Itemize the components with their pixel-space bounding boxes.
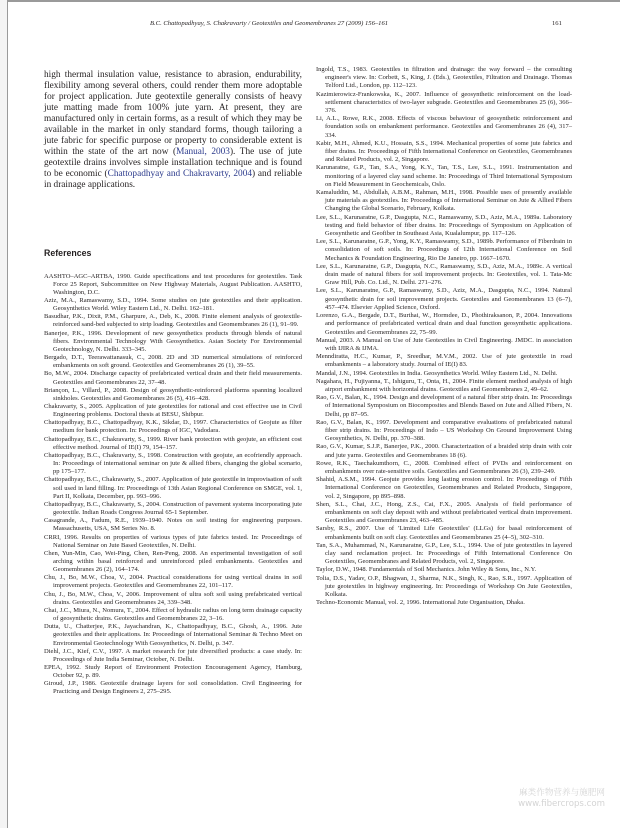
reference-item: Menndiratta, H.C., Kumar, P., Sreedhar, M.V.M., 2002. Use of jute geotextile in road embankments – a laboratory study. Journal of IE(I) 83. — [316, 353, 572, 369]
right-column — [316, 66, 572, 607]
citation-link-chattopadhyay-2004[interactable]: Chattopadhyay and Chakravarty, 2004 — [107, 169, 253, 180]
page-frame-left — [0, 0, 8, 828]
page-frame-top — [0, 0, 620, 2]
reference-item: Mandal, J.N., 1994. Geotextiles in India. Geosynthetics World. Wiley Eastern Ltd., N. Delhi. — [316, 369, 558, 377]
reference-item: Lee, S.L., Karunaratne, G.P., Ramaswamy, S.D., Aziz, M.A., Dasgupta, N.C., 1994. Natural geosynthetic drain for soil improvement projects. Geotexiles and Geomembranes 13 (6–7), 457–474. Elsevier Applied Science, Oxford. — [316, 287, 572, 311]
paragraph-text: high thermal insulation value, resistance to abrasion, endurability, flexibility among several others, could render them more adoptable for project application. Jute geotextile generally consists of heavy jute matting made from 100% jute yarn. At present, they are manufactured only in certain forms, as a result of which they may be available in the market in only standard forms, though tailoring a jute fabric for specific purpose or property to considerable extent is within the state of the art now ( — [44, 70, 302, 158]
reference-item: Rao, G.V., Balan, K., 1994. Design and development of a natural fiber strip drain. In: Proceedings of International Symposium on Biocomposites and Blends Based on Jute and Allied Fibers, N. Delhi, pp 87–95. — [316, 394, 572, 418]
references-heading: References — [44, 247, 92, 258]
reference-item: EPEA, 1992. Study Report of Environment Protection Encouragement Agency, Hamburg, October 92, p. 89. — [44, 664, 302, 680]
reference-item: Dutta, U., Chatterjee, P.K., Jayachandran, K., Chattopadhyay, B.C., Ghosh, A., 1996. Jute geotextiles and their applications. In: Proceedings of International Seminar & Techno Meet on Environmental Geotechnology With Geosynthetics, N. Delhi, p. 347. — [44, 623, 302, 647]
running-head: B.C. Chattopadhyay, S. Chakravarty / Geotextiles and Geomembranes 27 (2009) 156–161 — [150, 20, 389, 27]
reference-item: Kamaluddin, M., Abdullah, A.B.M., Rahman, M.H., 1998. Possible uses of presently available jute materials as geotextiles. In: Proceedings of International Seminar on Jute & Allied Fibers Changing the Global Scenario, February, Kolkata. — [316, 189, 572, 213]
reference-item: Diehl, J.C., Kief, C.V., 1997. A market research for jute diversified products: a case study. In: Proceedings of Jute India Seminar, October, N. Delhi. — [44, 647, 302, 663]
reference-item: Basudhar, P.K., Dixit, P.M., Gharpure, A., Deb, K., 2008. Finite element analysis of geotextile-reinforced sand-bed subjected to strip loading. Geotextiles and Geomembranes 26 (1), 91–99. — [44, 313, 302, 329]
reference-item: Kazimierowicz-Frankowska, K., 2007. Influence of geosynthetic reinforcement on the load-settlement characteristics of two-layer subgrade. Geotextiles and Geomembranes 25 (6), 366–376. — [316, 90, 572, 115]
reference-item: Chu, J., Bo, M.W., Choa, V., 2006. Improvement of ultra soft soil using prefabricated vertical drains. Geotextiles and Geomembranes 24, 339–348. — [44, 590, 302, 606]
left-column — [44, 70, 302, 697]
reference-item: Karunaratne, G.P., Tan, S.A., Yong, K.Y., Tan, T.S., Lee, S.L., 1991. Instrumentation and monitoring of a layered clay sand scheme. In: Proceedings of Third International Symposium on Field Measurement in Geochemicals, Oslo. — [316, 164, 572, 188]
page-number: 161 — [552, 20, 562, 27]
reference-item: Chattopadhyay, B.C., Chakravarty, S., 1999. River bank protection with geojute, an efficient cost effective method. Journal of IE(I) 79, 154–157. — [44, 435, 302, 451]
reference-item: Shahid, A.S.M., 1994. Geojute provides long lasting erosion control. In: Proceedings of Fifth International Conference on Geotextiles, Geomembranes and Related Products, Singapore, vol. 2, Singapore, pp 895–898. — [316, 476, 572, 500]
reference-item: Rao, G.V., Kumar, S.J.P., Banerjee, P.K., 2000. Characterization of a braided strip drain with coir and jute yarns. Geotextiles and Geomembranes 18 (6). — [316, 443, 572, 459]
reference-item: Rao, G.V., Balan, K., 1997. Development and comparative evaluations of prefabricated natural fiber strip drains. In: Proceedings of Indo – US Workshop On Ground Improvement Using Geosynthetics, N. Delhi, pp. 370–388. — [316, 418, 572, 443]
reference-item: Chattopadhyay, B.C., Chakravarty, S., 2007. Application of jute geotextile in improvisation of soft soil used in land filling. In: Proceedings of 13th Asian Regional Conference on SMGE, vol. 1, Part II, Kolkata, December, pp. 993–996. — [44, 476, 302, 500]
reference-item: Lee, S.L., Karunaratne, G.P., Dasgupta, N.C., Ramaswamy, S.D., Aziz, M.A., 1989c. A vertical drain made of natural fibers for soil improvement projects. In: Geotextiles, vol. 1. Tata-Mc Graw Hill, Pub. Co. Ltd., N. Delhi. 271–276. — [316, 262, 572, 287]
reference-item: Giroud, J.P., 1986. Geotextile drainage layers for soil consolidation. Civil Engineering for Practicing and Design Engineers 2, 275–295. — [44, 680, 302, 696]
reference-item: Tan, S.A., Muhammad, N., Karunaratne, G.P., Lee, S.L., 1994. Use of jute geotextiles in layered clay sand reclamation project. In: Proceedings of Fifth International Conference On Geotextiles, Geomembranes and Related Products, vol. 2, Singapore. — [316, 541, 572, 566]
watermark-url: www.fibercrops.com — [518, 798, 605, 809]
reference-item: Chakravarty, S., 2005. Application of jute geotextiles for rational and cost effective use in Civil Engineering problems. Doctoral thesis at BESU, Shibpur. — [44, 403, 302, 419]
reference-item: Chattopadhyay, B.C., Chattopadhyay, K.K., Sikdar, D., 1997. Characteristics of Geojute as filter medium for bank protection. In: Proceedings of IGC, Vadodara. — [44, 419, 302, 435]
reference-item: Chen, Yun-Min, Cao, Wei-Ping, Chen, Ren-Peng, 2008. An experimental investigation of soil arching within basal reinforced and unreinforced piled embankments. Geotextiles and Geomembranes 26 (2), 164–174. — [44, 549, 302, 574]
reference-item: Chattopadhyay, B.C., Chakravarty, S., 1998. Construction with geojute, an ecofriendly approach. In: Proceedings of international seminar on jute & allied fibers, changing the global scenario, pp 175–177. — [44, 451, 302, 476]
reference-item: Ingold, T.S., 1983. Geotextiles in filtration and drainage: the way forward – the consulting engineer's view. In: Corbett, S., King, J. (Eds.), Geotextiles, Filtration and Drainage. Thomas Telford Ltd., London, pp. 112–123. — [316, 66, 572, 90]
reference-item: Taylor, D.W., 1948. Fundamentals of Soil Mechanics. John Wiley & Sons, Inc., N.Y. — [316, 566, 537, 574]
reference-item: CRRI, 1996. Results on properties of various types of jute fabrics tested. In: Proceedings of National Seminar on Jute Based Geotextiles, N. Delhi. — [44, 533, 302, 549]
reference-item: Banerjee, P.K., 1996. Development of new geosynthetics products through blends of natural fibers. Environmental Technology With Geosynthetics. Asian Society For Environmental Geotechnology, N. Delhi. 333–345. — [44, 329, 302, 353]
reference-item: Aziz, M.A., Ramaswamy, S.D., 1994. Some studies on jute geotextiles and their application. Geosynthetics World. Wiley Eastern Ltd., N. Delhi. 162–181. — [44, 296, 302, 313]
reference-item: Rowe, R.K., Taechakumthorn, C., 2008. Combined effect of PVDs and reinforcement on embankments over rate-sensitive soils. Geotextiles and Geomembranes 26 (3), 239–249. — [316, 459, 572, 475]
reference-item: Chai, J.C., Miura, N., Nomura, T., 2004. Effect of hydraulic radius on long term drainage capacity of geosynthetic drains. Geotextiles and Geomembranes 22, 3–16. — [44, 606, 302, 623]
reference-item: Lorenzo, G.A., Bergade, D.T., Burthai, W., Hormdee, D., Phothiraksanon, P., 2004. Innovations and performance of prefabricated vertical drain and dual function geosynthetic applications. Geotextiles and Geomembranes 22, 75–99. — [316, 312, 572, 336]
reference-item: Manual, 2003. A Manual on Use of Jute Geotextiles in Civil Engineering. JMDC. in association with IJIRA & IJMA. — [316, 336, 572, 352]
reference-item: Chattopadhyay, B.C., Chakravarty, S., 2004. Construction of pavement systems incorporating jute geotextile. Indian Roads Congress Journal 65-1 September. — [44, 500, 302, 517]
reference-item: Tolia, D.S., Yadav, O.P., Bhagwan, J., Sharma, N.K., Singh, K., Rao, S.R., 1997. Application of jute geotextiles in highway engineering. In: Proceedings of Workshop On Jute Geotextiles, Kolkata. — [316, 574, 572, 598]
reference-item: Kabir, M.H., Ahmed, K.U., Hossain, S.S., 1994. Mechanical properties of some jute fabrics and fiber drains. In: Proceedings of Fifth International Conference on Geotextiles, Geomembranes and Related Products, vol. 2, Singapore. — [316, 139, 572, 164]
watermark — [495, 788, 605, 809]
watermark-chinese-text: 麻类作物营养与施肥网 — [519, 788, 605, 798]
reference-item: AASHTO–AGC–ARTBA, 1990. Guide specifications and test procedures for geotextiles. Task Force 25 Report, Subcommittee on New Highway Materials, August Publication. AASHTO, Washington, D.C. — [44, 272, 302, 296]
reference-item: Nagahara, H., Fujiyanna, T., Ishiguru, T., Onta, H., 2004. Finite element method analysis of high airport embankment with horizontal drains. Geotextiles and Geomembranes 2, 49–62. — [316, 377, 572, 393]
reference-item: Shen, S.L., Chai, J.C., Hong, Z.S., Cai, F.X., 2005. Analysis of field performance of embankments on soft clay deposit with and without prefabricated vertical drain improvement. Geotextiles and Geomembranes 23, 463–485. — [316, 500, 572, 525]
citation-link-manual-2003[interactable]: Manual, 2003 — [176, 147, 230, 158]
reference-list-left — [44, 273, 302, 697]
reference-item: Lee, S.L., Karunaratne, G.P., Yong, K.Y., Ramaswamy, S.D., 1989b. Performance of Fiberdrain in consolidation of soft soils. In: Proceedings of 12th International Conference on Soil Mechanics & Foundation Engineering, Rio De Janeiro, pp. 1667–1670. — [316, 238, 572, 262]
reference-item: Lee, S.L., Karunaratne, G.P., Dasgupta, N.C., Ramaswamy, S.D., Aziz, M.A., 1989a. Laboratory testing and field behavior of fiber drains. In: Proceedings of Symposium on Application of Geosynthetic and Geofiber in Southeast Asia, Kualalumpur, pp. 117–126. — [316, 213, 572, 238]
paragraph-text: ) and reliable in drainage applications. — [44, 169, 303, 191]
body-paragraph — [44, 70, 302, 192]
reference-item: Chu, J., Bo, M.W., Choa, V., 2004. Practical considerations for using vertical drains in soil improvement projects. Geotextiles and Geomembranes 22, 101–117. — [44, 574, 302, 590]
reference-item: Bo, M.W., 2004. Discharge capacity of prefabricated vertical drain and their field measurements. Geotextiles and Geomembranes 22, 37–48. — [44, 370, 302, 386]
reference-list-right — [316, 66, 572, 607]
reference-item: Bergado, D.T., Teerawattanasuk, C., 2008. 2D and 3D numerical simulations of reinforced embankments on soft ground. Geotextiles and Geomembranes 26 (1), 39–55. — [44, 354, 302, 370]
reference-item: Techno-Economic Manual, vol. 2, 1996. International Jute Organisation, Dhaka. — [316, 599, 525, 607]
reference-item: Li, A.L., Rowe, R.K., 2008. Effects of viscous behaviour of geosynthetic reinforcement and foundation soils on embankment performance. Geotextiles and Geomembranes 26 (4), 317–334. — [316, 115, 572, 139]
reference-item: Briançon, L., Villard, P., 2008. Design of geosynthetic-reinforced platforms spanning localized sinkholes. Geotextiles and Geomembranes 26 (5), 416–428. — [44, 386, 302, 402]
reference-item: Casagrande, A., Fadum, R.E., 1939–1940. Notes on soil testing for engineering purposes. Massachusetts, USA, SM Series No. 8. — [44, 517, 302, 533]
paragraph-text: ). The use of jute geotextile drains involves simple installation technique and is found to be economic ( — [44, 147, 302, 180]
reference-item: Sarsby, R.S., 2007. Use of 'Limited Life Geotextiles' (LLGs) for basal reinforcement of embankments built on soft clay. Geotextiles and Geomembranes 25 (4–5), 302–310. — [316, 525, 572, 541]
